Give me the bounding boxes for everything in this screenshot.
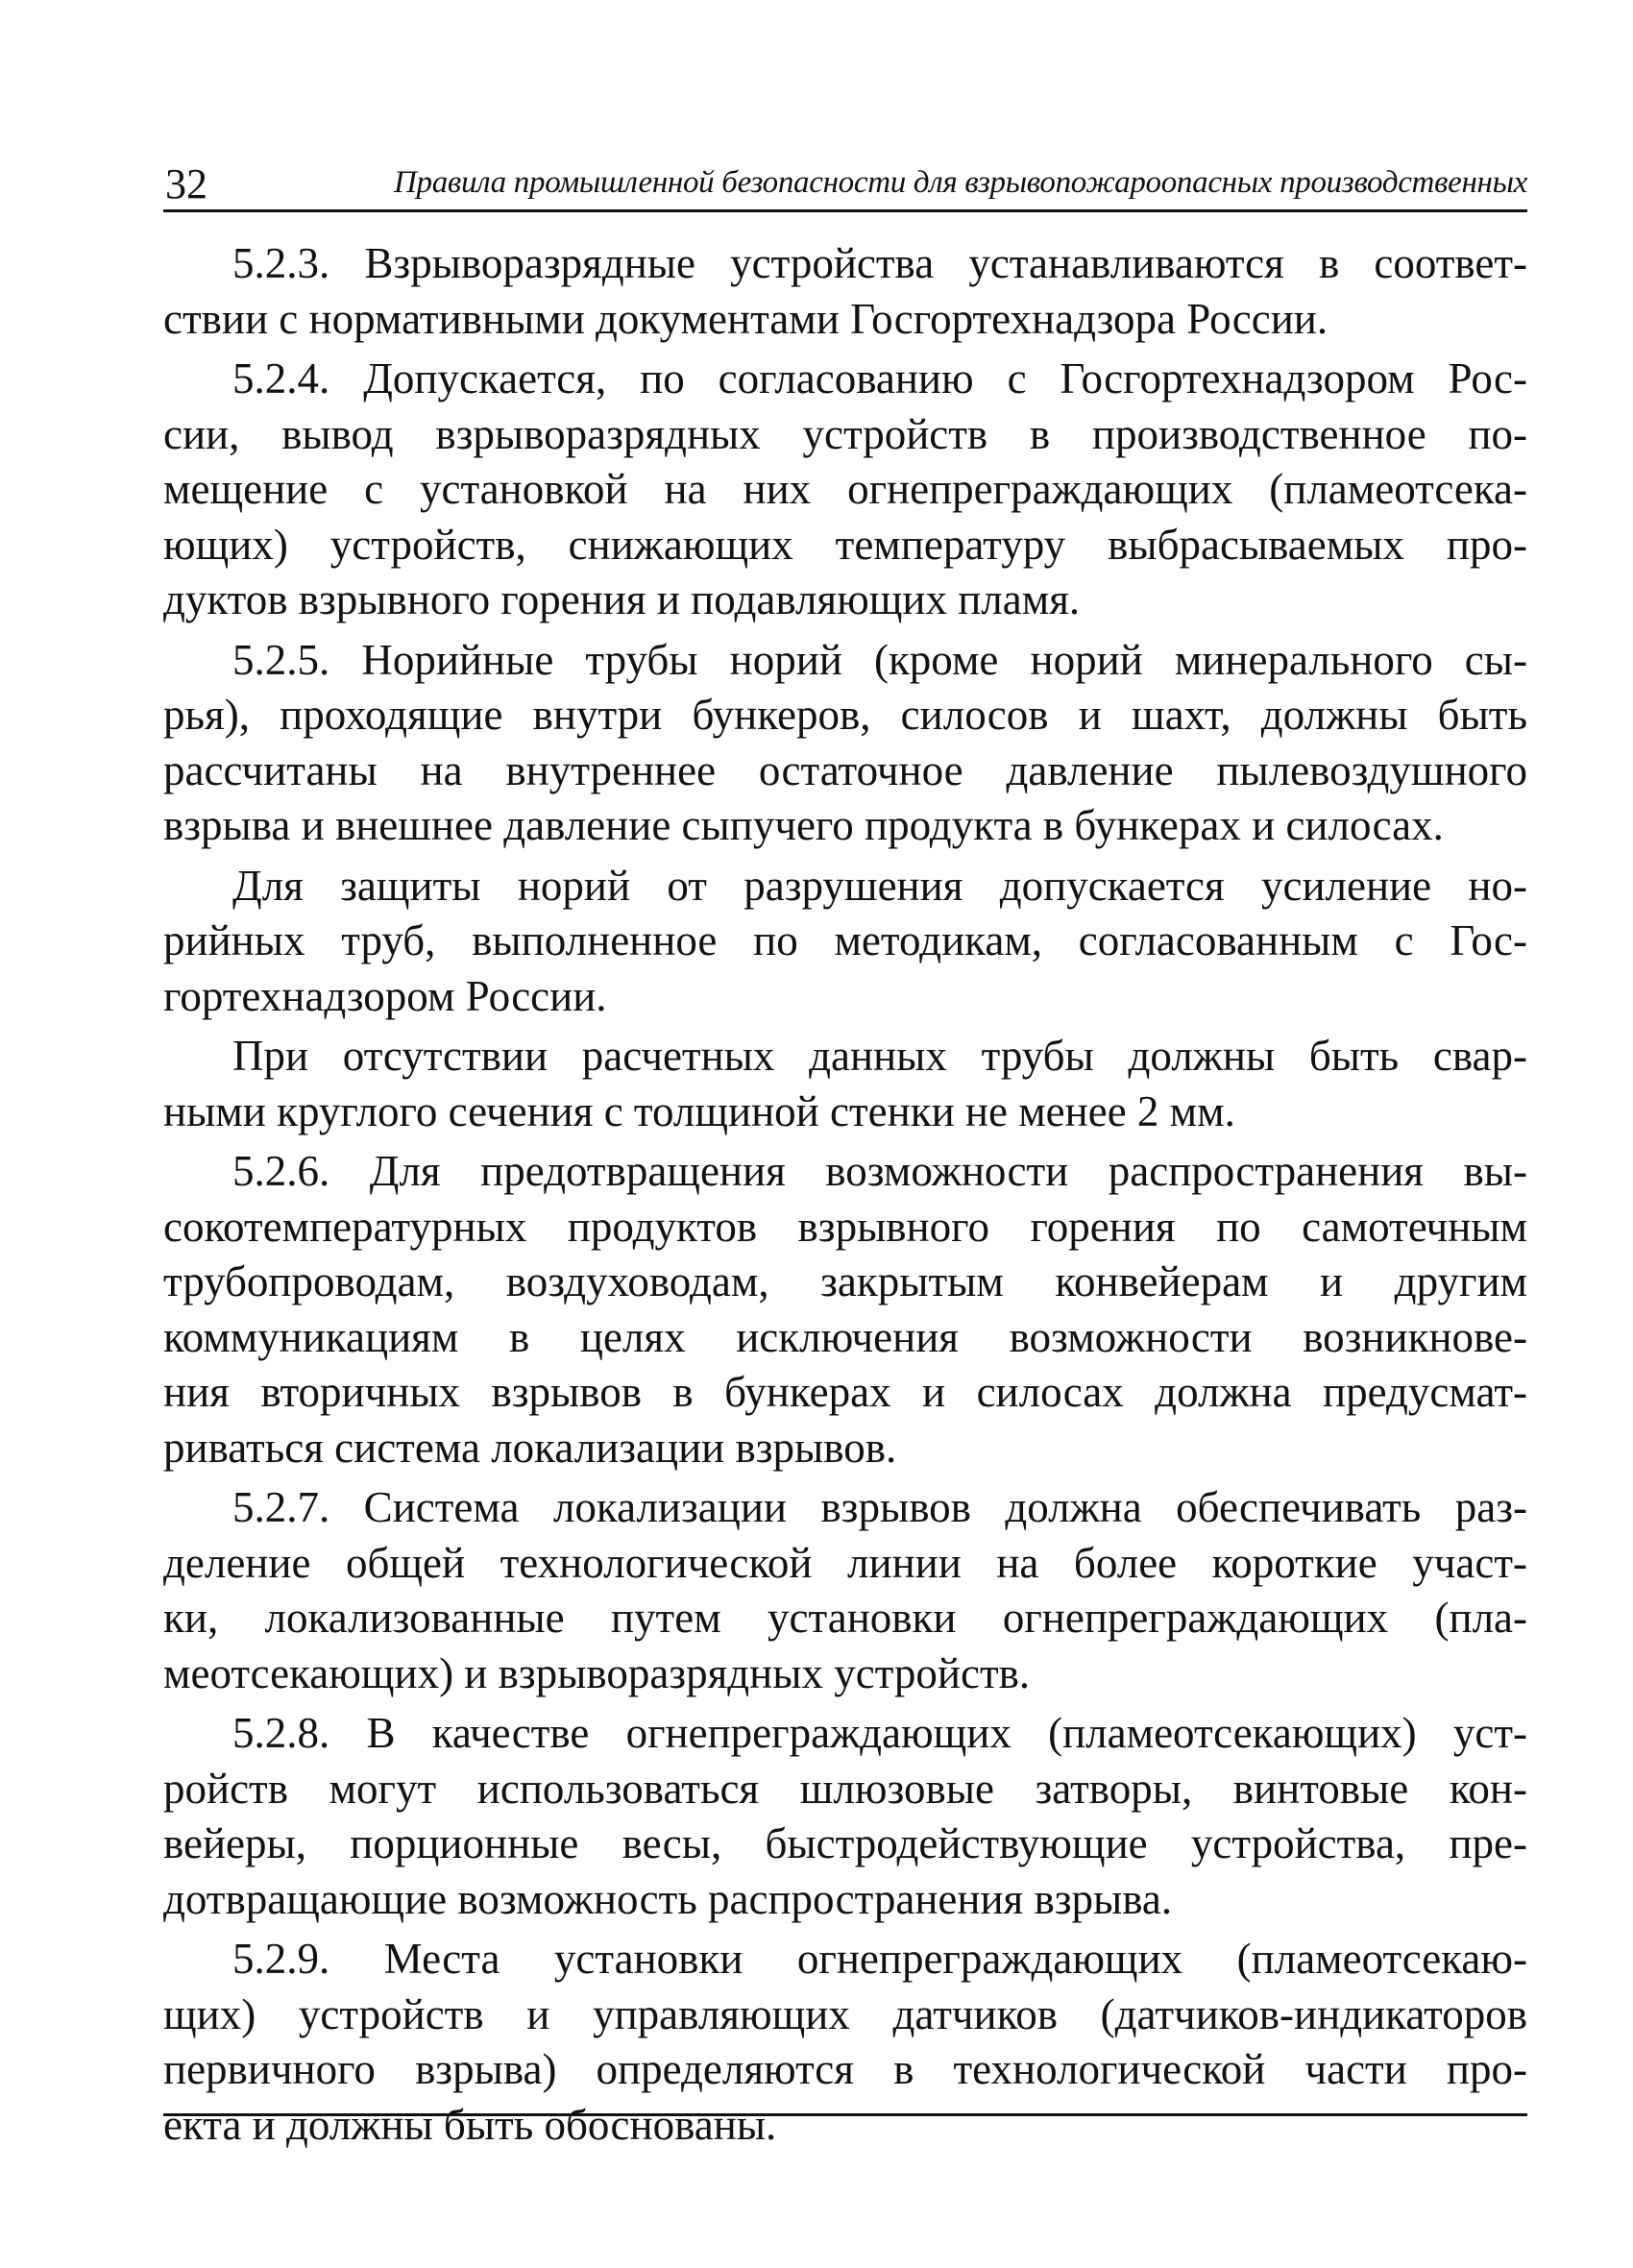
text-line: дотвращающие возможность распространения взрыва.: [163, 1874, 1173, 1923]
paragraph: [163, 1706, 1527, 1927]
text-line: меотсекающих) и взрыворазрядных устройств.: [163, 1648, 1031, 1697]
paragraph: [163, 1480, 1527, 1701]
text-line: рийных труб, выполненное по методикам, согласованным с Гос-: [163, 916, 1527, 964]
text-line: 5.2.8. В качестве огнепреграждающих (пламеотсекающих) уст-: [232, 1709, 1527, 1757]
text-line: 5.2.6. Для предотвращения возможности распространения вы-: [232, 1147, 1527, 1195]
text-line: риваться система локализации взрывов.: [163, 1423, 897, 1472]
text-line: взрыва и внешнее давление сыпучего продукта в бункерах и силосах.: [163, 801, 1444, 849]
text-line: вейеры, порционные весы, быстродействующие устройства, пре-: [163, 1819, 1527, 1867]
text-line: ройств могут использоваться шлюзовые затворы, винтовые кон-: [163, 1764, 1527, 1813]
page-number: 32: [165, 160, 207, 207]
text-line: ствии с нормативными документами Госгортехнадзора России.: [163, 294, 1328, 343]
text-line: ющих) устройств, снижающих температуру выбрасываемых про-: [163, 520, 1527, 569]
text-line: щих) устройств и управляющих датчиков (датчиков-индикаторов: [163, 1989, 1527, 2038]
text-line: Для защиты норий от разрушения допускается усиление но-: [232, 861, 1527, 910]
paragraph: [163, 1932, 1527, 2153]
text-line: 5.2.7. Система локализации взрывов должна обеспечивать раз-: [232, 1483, 1527, 1531]
paragraph: [163, 1029, 1527, 1139]
text-line: При отсутствии расчетных данных трубы должны быть свар-: [232, 1032, 1527, 1080]
text-line: 5.2.4. Допускается, по согласованию с Госгортехнадзором Рос-: [232, 354, 1527, 402]
paragraph: [163, 236, 1527, 347]
text-line: дуктов взрывного горения и подавляющих пламя.: [163, 575, 1081, 623]
text-line: коммуникациям в целях исключения возможности возникнове-: [163, 1312, 1527, 1361]
text-line: первичного взрыва) определяются в технологической части про-: [163, 2045, 1527, 2093]
text-line: ки, локализованные путем установки огнепреграждающих (пла-: [163, 1594, 1527, 1642]
text-line: мещение с установкой на них огнепреграждающих (пламеотсека-: [163, 465, 1527, 513]
text-line: 5.2.3. Взрыворазрядные устройства устанавливаются в соответ-: [232, 239, 1527, 287]
text-line: екта и должны быть обоснованы.: [163, 2100, 777, 2149]
text-line: гортехнадзором России.: [163, 971, 607, 1020]
text-line: 5.2.9. Места установки огнепреграждающих (пламеотсекаю-: [232, 1935, 1527, 1983]
text-line: деление общей технологической линии на более короткие участ-: [163, 1538, 1527, 1587]
text-line: трубопроводам, воздуховодам, закрытым конвейерам и другим: [163, 1257, 1527, 1305]
text-line: 5.2.5. Норийные трубы норий (кроме норий минерального сы-: [232, 635, 1527, 684]
paragraph: [163, 859, 1527, 1025]
paragraph: [163, 1144, 1527, 1475]
text-line: ния вторичных взрывов в бункерах и силосах должна предусмат-: [163, 1368, 1527, 1416]
document-body: [163, 236, 1527, 2158]
paragraph: [163, 633, 1527, 854]
text-line: рассчитаны на внутреннее остаточное давление пылевоздушного: [163, 745, 1527, 794]
text-line: рья), проходящие внутри бункеров, силосов и шахт, должны быть: [163, 691, 1527, 739]
text-line: сокотемпературных продуктов взрывного горения по самотечным: [163, 1202, 1527, 1251]
text-line: сии, вывод взрыворазрядных устройств в производственное по-: [163, 409, 1527, 458]
text-line: ными круглого сечения с толщиной стенки не менее 2 мм.: [163, 1086, 1235, 1135]
running-title: Правила промышленной безопасности для взрывопожароопасных производственных: [394, 165, 1527, 200]
footer-rule: [163, 2113, 1527, 2116]
running-header: [163, 154, 1527, 212]
paragraph: [163, 352, 1527, 628]
